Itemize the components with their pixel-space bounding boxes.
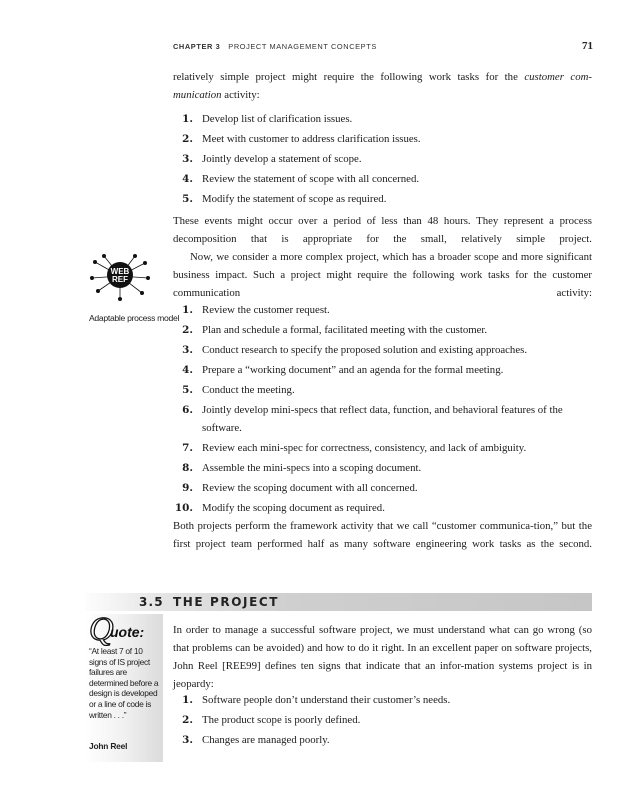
list-item-text: Review the scoping document with all concerned. xyxy=(202,482,418,494)
list-item xyxy=(173,170,592,188)
section-heading xyxy=(85,593,592,611)
list-item xyxy=(173,479,592,497)
list-item-text: The product scope is poorly defined. xyxy=(202,714,361,726)
list-item xyxy=(173,381,592,399)
list-item-number: 1. xyxy=(182,694,193,706)
intro-text-2: activity: xyxy=(221,89,260,101)
list-item-text: Plan and schedule a formal, facilitated meeting with the customer. xyxy=(202,324,488,336)
paragraph-events-text: These events might occur over a period of less than 48 hours. They represent a process decomposition that is appropriate for the small, relatively simple project. xyxy=(173,215,592,245)
webref-icon xyxy=(84,251,154,301)
quote-author: John Reel xyxy=(89,741,128,751)
section-number: 3.5 xyxy=(139,595,164,609)
list-item-number: 1. xyxy=(182,304,193,316)
intro-italic: customer com- xyxy=(524,71,592,83)
list-item xyxy=(173,110,592,128)
running-header xyxy=(173,42,593,56)
list-item-number: 2. xyxy=(182,133,193,145)
paragraph-project xyxy=(173,621,592,693)
list-item-text: Review the customer request. xyxy=(202,304,330,316)
list-item-text: Review each mini-spec for correctness, consistency, and lack of ambiguity. xyxy=(202,442,527,454)
list-item xyxy=(173,301,592,319)
list-item-text: Jointly develop a statement of scope. xyxy=(202,153,362,165)
chapter-title: PROJECT MANAGEMENT CONCEPTS xyxy=(228,42,377,51)
list-item-text: Software people don’t understand their customer’s needs. xyxy=(202,694,451,706)
paragraph-complex: Now, we consider a more complex project, which has a broader scope and more significant business impact. Such a project might require the following work tasks for the customer communication activity: xyxy=(173,251,592,299)
list-item-number: 5. xyxy=(182,193,193,205)
section-title: THE PROJECT xyxy=(173,595,280,609)
intro-line-1 xyxy=(173,68,592,86)
list-item-text: Develop list of clarification issues. xyxy=(202,113,353,125)
quote-text: “At least 7 of 10 signs of IS project failures are determined before a design is developed or a line of code is written . . .” xyxy=(89,646,159,720)
list-item-number: 8. xyxy=(182,462,193,474)
svg-text:WEB: WEB xyxy=(110,267,130,276)
paragraph-both-text: Both projects perform the framework activity that we call “customer communica-tion,” but the first project team performed half as many software engineering work tasks as the second. xyxy=(173,520,592,550)
list-item xyxy=(173,711,592,729)
list-item-number: 4. xyxy=(182,364,193,376)
list-item xyxy=(173,361,592,379)
list-item-number: 10. xyxy=(174,502,193,514)
list-item-number: 3. xyxy=(182,153,193,165)
list-item-number: 3. xyxy=(182,344,193,356)
list-item-text: Review the statement of scope with all concerned. xyxy=(202,173,420,185)
list-item-text: Meet with customer to address clarification issues. xyxy=(202,133,421,145)
list-item-number: 1. xyxy=(182,113,193,125)
list-item-number: 3. xyxy=(182,734,193,746)
list-item-number: 4. xyxy=(182,173,193,185)
list-item xyxy=(173,341,592,359)
chapter-heading xyxy=(173,42,377,51)
quote-heading-icon xyxy=(89,614,173,646)
list-item-text: Modify the statement of scope as required. xyxy=(202,193,387,205)
svg-text:REF: REF xyxy=(112,275,128,284)
list-item xyxy=(173,321,592,339)
intro-text: relatively simple project might require the following work tasks for the xyxy=(173,71,525,83)
chapter-label: CHAPTER 3 xyxy=(173,42,221,51)
list-item xyxy=(173,150,592,168)
quote-heading-letter: Q xyxy=(89,614,114,646)
intro-line-2 xyxy=(173,86,592,104)
list-item xyxy=(173,499,592,517)
list-item-text: Modify the scoping document as required. xyxy=(202,502,385,514)
intro-italic-2: munication xyxy=(173,89,222,101)
list-item-number: 2. xyxy=(182,324,193,336)
paragraph-project-text: In order to manage a successful software project, we must understand what can go wrong (so that problems can be avoided) and how to do it right. In an excellent paper on software projects, John Reel [REE99] defines ten signs that indicate that an infor-mation systems project is in jeopardy: xyxy=(173,624,592,690)
list-item-number: 6. xyxy=(182,404,193,416)
margin-note-label: Adaptable process model xyxy=(89,313,180,323)
page-number: 71 xyxy=(582,40,593,52)
paragraph-events xyxy=(173,212,592,248)
paragraph-both xyxy=(173,517,592,553)
signs-list xyxy=(173,691,592,751)
list-item-number: 2. xyxy=(182,714,193,726)
list-item-text: Conduct research to specify the proposed solution and existing approaches. xyxy=(202,344,528,356)
list-item-number: 5. xyxy=(182,384,193,396)
list-item-text: Jointly develop mini-specs that reflect data, function, and behavioral features of the software. xyxy=(202,404,563,434)
list-item xyxy=(173,731,592,749)
list-item-number: 7. xyxy=(182,442,193,454)
list-item-text: Changes are managed poorly. xyxy=(202,734,330,746)
complex-task-list xyxy=(173,301,592,519)
list-item-text: Conduct the meeting. xyxy=(202,384,295,396)
simple-task-list xyxy=(173,110,592,210)
list-item-number: 9. xyxy=(182,482,193,494)
quote-heading-rest: uote: xyxy=(110,624,145,640)
list-item xyxy=(173,190,592,208)
list-item xyxy=(173,130,592,148)
list-item xyxy=(173,691,592,709)
list-item xyxy=(173,401,592,437)
list-item-text: Assemble the mini-specs into a scoping document. xyxy=(202,462,422,474)
list-item xyxy=(173,439,592,457)
list-item xyxy=(173,459,592,477)
list-item-text: Prepare a “working document” and an agenda for the formal meeting. xyxy=(202,364,504,376)
